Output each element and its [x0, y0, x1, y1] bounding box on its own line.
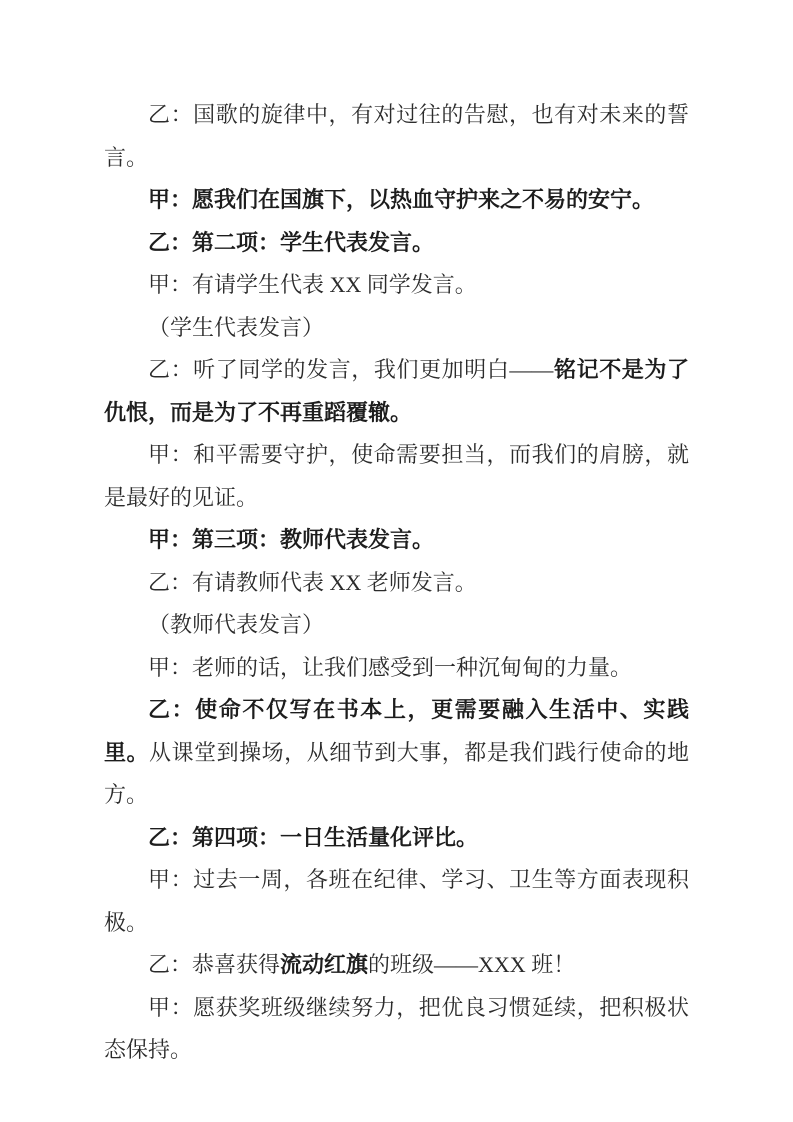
text-run: 乙：第二项：学生代表发言。: [148, 229, 435, 255]
text-run: 铭记不是为了仇恨，而是为了不再重蹈覆辙。: [104, 357, 689, 425]
text-run: 甲：过去一周，各班在纪律、学习、卫生等方面表现积极。: [104, 867, 689, 935]
text-run: 乙：恭喜获得: [148, 952, 281, 977]
paragraph: [104, 434, 689, 519]
text-run: 的班级——XXX 班！: [368, 952, 576, 977]
text-run: 甲：第三项：教师代表发言。: [148, 527, 435, 552]
paragraph: [104, 519, 689, 562]
paragraph: [104, 987, 689, 1072]
paragraph: [104, 944, 689, 987]
paragraph: [104, 222, 689, 265]
text-run: 乙：听了同学的发言，我们更加明白——: [148, 357, 554, 382]
paragraph: [104, 94, 689, 179]
text-run: 乙：使命不仅写在书本上，更需要融入生活中、实践里。: [104, 697, 689, 765]
paragraph: [104, 179, 689, 222]
text-run: 乙：国歌的旋律中，有对过往的告慰，也有对未来的誓言。: [104, 102, 689, 170]
text-run: 乙：第四项：一日生活量化评比。: [148, 824, 479, 850]
text-run: （教师代表发言）: [148, 612, 325, 637]
text-run: 甲：愿获奖班级继续努力，把优良习惯延续，把积极状态保持。: [104, 994, 689, 1062]
paragraph: [104, 604, 689, 647]
text-run: 流动红旗: [280, 952, 369, 977]
document-body: [104, 94, 689, 1072]
text-run: 甲：老师的话，让我们感受到一种沉甸甸的力量。: [148, 654, 633, 680]
paragraph: [104, 689, 689, 817]
paragraph: [104, 349, 689, 434]
text-run: 甲：愿我们在国旗下，以热血守护来之不易的安宁。: [148, 187, 655, 212]
text-run: 甲：和平需要守护，使命需要担当，而我们的肩膀，就是最好的见证。: [104, 442, 689, 510]
paragraph: [104, 817, 689, 860]
paragraph: [104, 264, 689, 307]
text-run: 甲：有请学生代表 XX 同学发言。: [148, 272, 477, 297]
paragraph: [104, 859, 689, 944]
text-run: （学生代表发言）: [148, 314, 325, 340]
text-run: 从课堂到操场，从细节到大事，都是我们践行使命的地方。: [104, 739, 689, 807]
paragraph: [104, 307, 689, 350]
paragraph: [104, 562, 689, 605]
text-run: 乙：有请教师代表 XX 老师发言。: [148, 569, 477, 595]
paragraph: [104, 647, 689, 690]
